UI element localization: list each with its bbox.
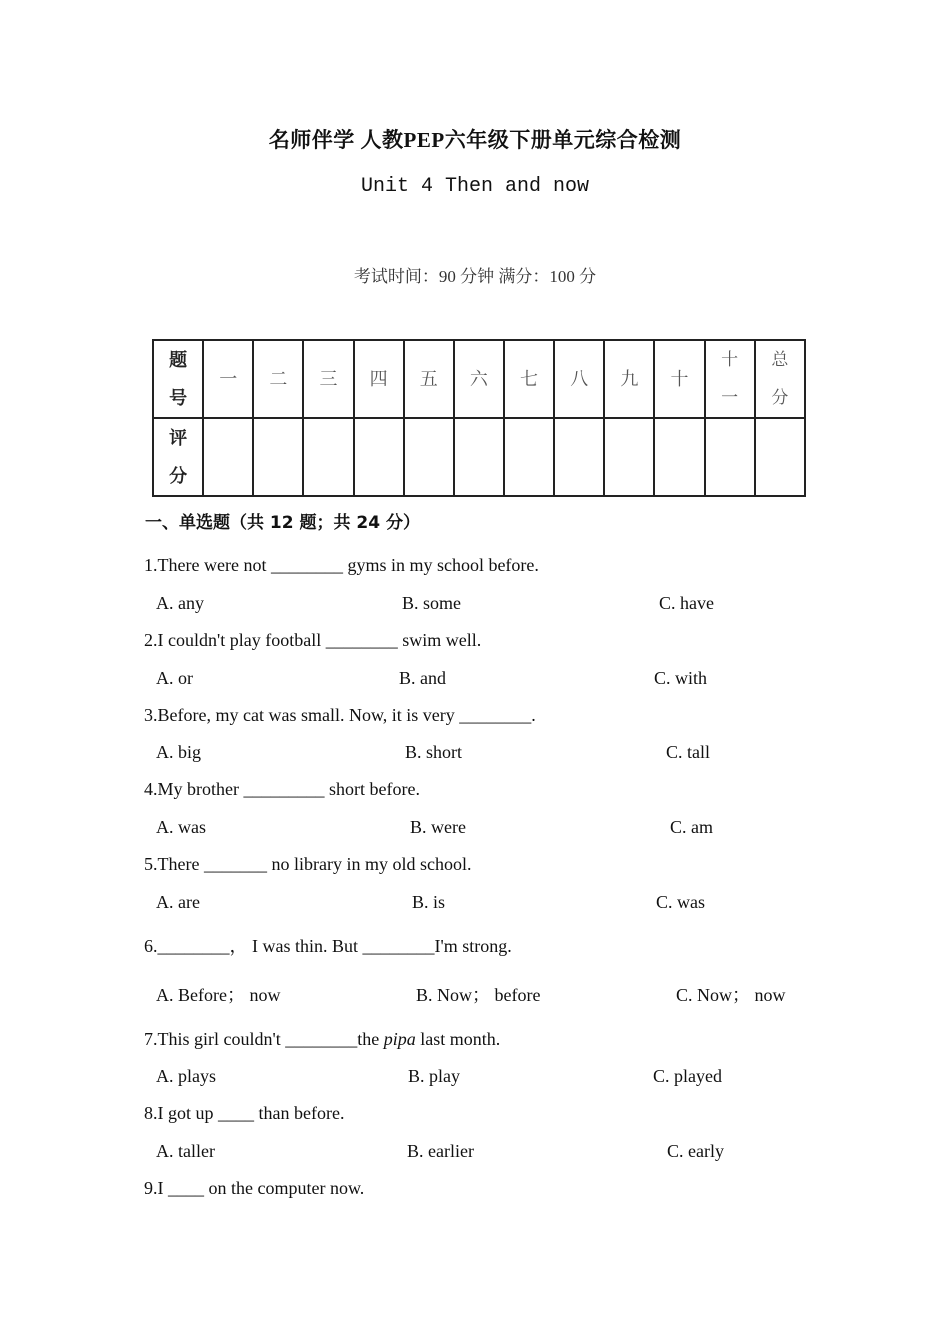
q5-option-c: C. was <box>656 892 705 912</box>
col-9: 九 <box>604 340 654 418</box>
col-11: 十 一 <box>705 340 755 418</box>
q6-option-c: C. Now； now <box>676 985 786 1005</box>
q4-option-c: C. am <box>670 817 713 837</box>
q2-option-b: B. and <box>399 668 446 688</box>
q6-option-a: A. Before； now <box>156 985 281 1005</box>
question-number-label: 题 号 <box>153 340 203 418</box>
q1-option-b: B. some <box>402 593 462 613</box>
col-7: 七 <box>504 340 554 418</box>
q3-option-c: C. tall <box>666 742 710 762</box>
col-10: 十 <box>654 340 704 418</box>
q7-option-a: A. plays <box>156 1066 216 1086</box>
col-5: 五 <box>404 340 454 418</box>
q5-option-a: A. are <box>156 892 200 912</box>
section-title: 一、单选题（共 12 题；共 24 分） <box>145 513 420 533</box>
col-2: 二 <box>253 340 303 418</box>
col-1: 一 <box>203 340 253 418</box>
col-3: 三 <box>303 340 353 418</box>
score-cell[interactable] <box>755 418 805 496</box>
page-title: 名师伴学 人教PEP六年级下册单元综合检测 <box>268 128 682 152</box>
q5-option-b: B. is <box>412 892 446 912</box>
q1-option-a: A. any <box>156 593 204 613</box>
q8-option-c: C. early <box>667 1141 724 1161</box>
score-table-header-row <box>153 340 805 418</box>
score-cell[interactable] <box>705 418 755 496</box>
q6-option-b: B. Now； before <box>416 985 541 1005</box>
question-8: 8.I got up ____ than before. <box>144 1103 345 1123</box>
q2-option-c: C. with <box>654 668 708 688</box>
score-cell[interactable] <box>253 418 303 496</box>
question-3: 3.Before, my cat was small. Now, it is very ________. <box>144 705 536 725</box>
col-8: 八 <box>554 340 604 418</box>
q1-option-c: C. have <box>659 593 714 613</box>
question-6: 6.________， I was thin. But ________I'm strong. <box>144 936 512 956</box>
score-cell[interactable] <box>654 418 704 496</box>
q4-option-a: A. was <box>156 817 206 837</box>
unit-subtitle: Unit 4 Then and now <box>360 175 590 198</box>
score-table <box>152 339 806 497</box>
q3-option-b: B. short <box>405 742 463 762</box>
question-4: 4.My brother _________ short before. <box>144 779 420 799</box>
q2-option-a: A. or <box>156 668 193 688</box>
question-7: 7.This girl couldn't ________the pipa last month. <box>144 1029 501 1049</box>
score-cell[interactable] <box>203 418 253 496</box>
col-total: 总 分 <box>755 340 805 418</box>
score-cell[interactable] <box>454 418 504 496</box>
question-2: 2.I couldn't play football ________ swim well. <box>144 630 482 650</box>
score-cell[interactable] <box>303 418 353 496</box>
score-cell[interactable] <box>504 418 554 496</box>
score-label: 评 分 <box>153 418 203 496</box>
pipa-word: pipa <box>383 1029 416 1049</box>
question-5: 5.There _______ no library in my old school. <box>144 854 472 874</box>
q3-option-a: A. big <box>156 742 201 762</box>
score-cell[interactable] <box>604 418 654 496</box>
col-4: 四 <box>354 340 404 418</box>
exam-info: 考试时间：90 分钟 满分：100 分 <box>353 267 597 286</box>
score-cell[interactable] <box>554 418 604 496</box>
q8-option-a: A. taller <box>156 1141 215 1161</box>
col-6: 六 <box>454 340 504 418</box>
question-1: 1.There were not ________ gyms in my school before. <box>144 555 539 575</box>
q7-option-c: C. played <box>653 1066 722 1086</box>
score-cell[interactable] <box>404 418 454 496</box>
score-cell[interactable] <box>354 418 404 496</box>
score-table-score-row <box>153 418 805 496</box>
q4-option-b: B. were <box>410 817 466 837</box>
q8-option-b: B. earlier <box>407 1141 474 1161</box>
q7-option-b: B. play <box>408 1066 460 1086</box>
question-9: 9.I ____ on the computer now. <box>144 1178 365 1198</box>
